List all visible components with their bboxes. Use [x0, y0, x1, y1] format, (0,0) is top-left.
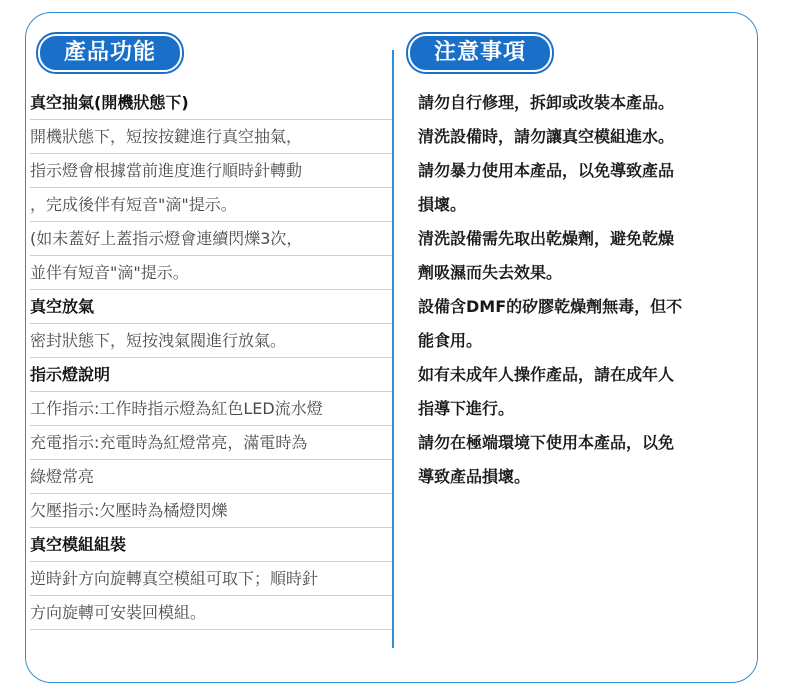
- feature-line: 真空抽氣(開機狀態下): [30, 86, 392, 120]
- feature-line: 逆時針方向旋轉真空模組可取下；順時針: [30, 562, 392, 596]
- feature-line: (如未蓋好上蓋指示燈會連續閃爍3次，: [30, 222, 392, 256]
- precautions-list: [418, 86, 748, 494]
- precaution-line: 如有未成年人操作產品，請在成年人: [418, 365, 675, 384]
- feature-line: 欠壓指示:欠壓時為橘燈閃爍: [30, 494, 392, 528]
- precaution-line: 請勿在極端環境下使用本產品，以免: [418, 433, 675, 452]
- feature-line: 充電指示:充電時為紅燈常亮，滿電時為: [30, 426, 392, 460]
- feature-line: 指示燈會根據當前進度進行順時針轉動: [30, 154, 392, 188]
- precaution-line: 設備含DMF的矽膠乾燥劑無毒，但不: [418, 297, 683, 316]
- precaution-line: 劑吸濕而失去效果。: [418, 263, 563, 282]
- feature-line: 工作指示:工作時指示燈為紅色LED流水燈: [30, 392, 392, 426]
- feature-line: 方向旋轉可安裝回模組。: [30, 596, 392, 630]
- feature-line: 真空放氣: [30, 290, 392, 324]
- column-divider: [392, 50, 394, 648]
- precaution-line: 指導下進行。: [418, 399, 515, 418]
- feature-line: 密封狀態下，短按洩氣閥進行放氣。: [30, 324, 392, 358]
- precaution-line: 請勿自行修理，拆卸或改裝本產品。: [418, 93, 675, 112]
- precaution-line: 導致產品損壞。: [418, 467, 531, 486]
- feature-line: 開機狀態下，短按按鍵進行真空抽氣，: [30, 120, 392, 154]
- feature-line: 指示燈說明: [30, 358, 392, 392]
- feature-line: 綠燈常亮: [30, 460, 392, 494]
- feature-line: 並伴有短音"滴"提示。: [30, 256, 392, 290]
- precaution-line: 損壞。: [418, 195, 467, 214]
- precaution-line: 清洗設備時，請勿讓真空模組進水。: [418, 127, 675, 146]
- precaution-line: 清洗設備需先取出乾燥劑，避免乾燥: [418, 229, 675, 248]
- precaution-line: 請勿暴力使用本產品，以免導致產品: [418, 161, 675, 180]
- precautions-title: 注意事項: [408, 34, 552, 72]
- precaution-line: 能食用。: [418, 331, 483, 350]
- feature-line: 真空模組組裝: [30, 528, 392, 562]
- product-features-list: [30, 86, 392, 630]
- product-features-title: 產品功能: [38, 34, 182, 72]
- feature-line: ，完成後伴有短音"滴"提示。: [30, 188, 392, 222]
